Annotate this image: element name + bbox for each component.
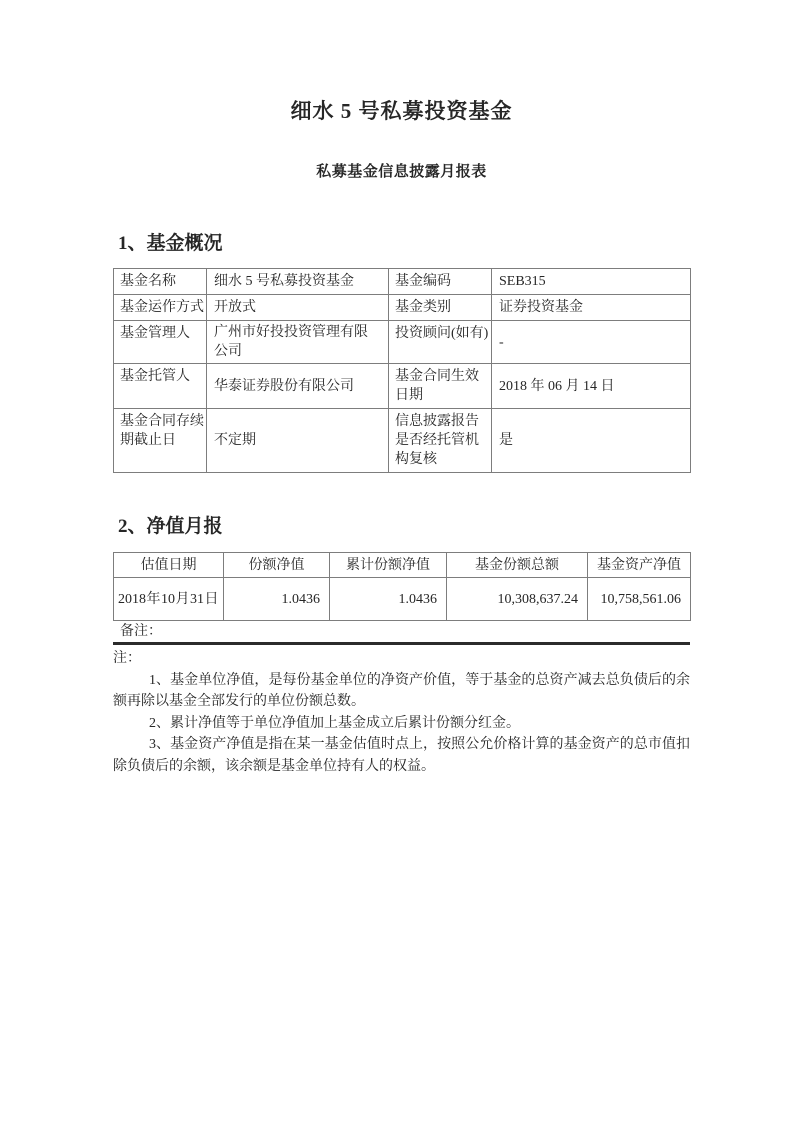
nav-per-unit-header: 份额净值 (224, 553, 330, 578)
notes-label: 注： (113, 651, 141, 666)
notes-section (113, 648, 690, 777)
disclosure-reviewed-label: 信息披露报告是否经托管机构复核 (389, 409, 492, 473)
fund-manager-value: 广州市好投投资管理有限公司 (207, 321, 389, 364)
fund-overview-table (113, 268, 691, 473)
fund-type-value: 证券投资基金 (492, 295, 691, 321)
total-units-header: 基金份额总额 (447, 553, 588, 578)
cumulative-nav-value: 1.0436 (330, 578, 447, 621)
table-row (114, 321, 691, 364)
nav-per-unit-value: 1.0436 (224, 578, 330, 621)
table-row (114, 364, 691, 409)
investment-advisor-label: 投资顾问(如有) (389, 321, 492, 364)
fund-name-value: 细水 5 号私募投资基金 (207, 269, 389, 295)
table-row (114, 269, 691, 295)
page-title: 细水 5 号私募投资基金 (290, 99, 513, 123)
investment-advisor-value: - (492, 321, 691, 364)
fund-code-value: SEB315 (492, 269, 691, 295)
table-row (114, 578, 691, 621)
operation-mode-label: 基金运作方式 (114, 295, 207, 321)
cumulative-nav-header: 累计份额净值 (330, 553, 447, 578)
valuation-date-value: 2018 年 10 月 31 日 (114, 578, 224, 621)
section-fund-overview (113, 232, 690, 473)
table-row (114, 295, 691, 321)
fund-code-label: 基金编码 (389, 269, 492, 295)
note-item-1: 1、基金单位净值，是每份基金单位的净资产价值，等于基金的总资产减去总负债后的余额再除以基金全部发行的单位份额总数。 (113, 672, 690, 709)
contract-effective-date-value: 2018 年 06 月 14 日 (492, 364, 691, 409)
nav-monthly-table (113, 552, 691, 621)
fund-custodian-label: 基金托管人 (114, 364, 207, 409)
fund-name-label: 基金名称 (114, 269, 207, 295)
total-units-value: 10,308,637.24 (447, 578, 588, 621)
table-header-row (114, 553, 691, 578)
report-subtitle: 私募基金信息披露月报表 (316, 164, 487, 180)
contract-expiry-value: 不定期 (207, 409, 389, 473)
fund-type-label: 基金类别 (389, 295, 492, 321)
section-2-heading: 2、净值月报 (118, 516, 223, 537)
document-content (113, 0, 690, 777)
disclosure-reviewed-value: 是 (492, 409, 691, 473)
net-assets-header: 基金资产净值 (588, 553, 691, 578)
contract-expiry-label: 基金合同存续期截止日 (114, 409, 207, 473)
fund-manager-label: 基金管理人 (114, 321, 207, 364)
fund-custodian-value: 华泰证券股份有限公司 (207, 364, 389, 409)
table-row (114, 409, 691, 473)
contract-effective-date-label: 基金合同生效日期 (389, 364, 492, 409)
operation-mode-value: 开放式 (207, 295, 389, 321)
section-nav-report (113, 515, 690, 645)
remark-row: 备注： (113, 621, 690, 645)
section-1-heading: 1、基金概况 (118, 233, 223, 254)
note-item-3: 3、基金资产净值是指在某一基金估值时点上，按照公允价格计算的基金资产的总市值扣除负债后的余额，该余额是基金单位持有人的权益。 (113, 737, 690, 774)
note-item-2: 2、累计净值等于单位净值加上基金成立后累计份额分红金。 (149, 715, 520, 731)
net-assets-value: 10,758,561.06 (588, 578, 691, 621)
valuation-date-header: 估值日期 (114, 553, 224, 578)
